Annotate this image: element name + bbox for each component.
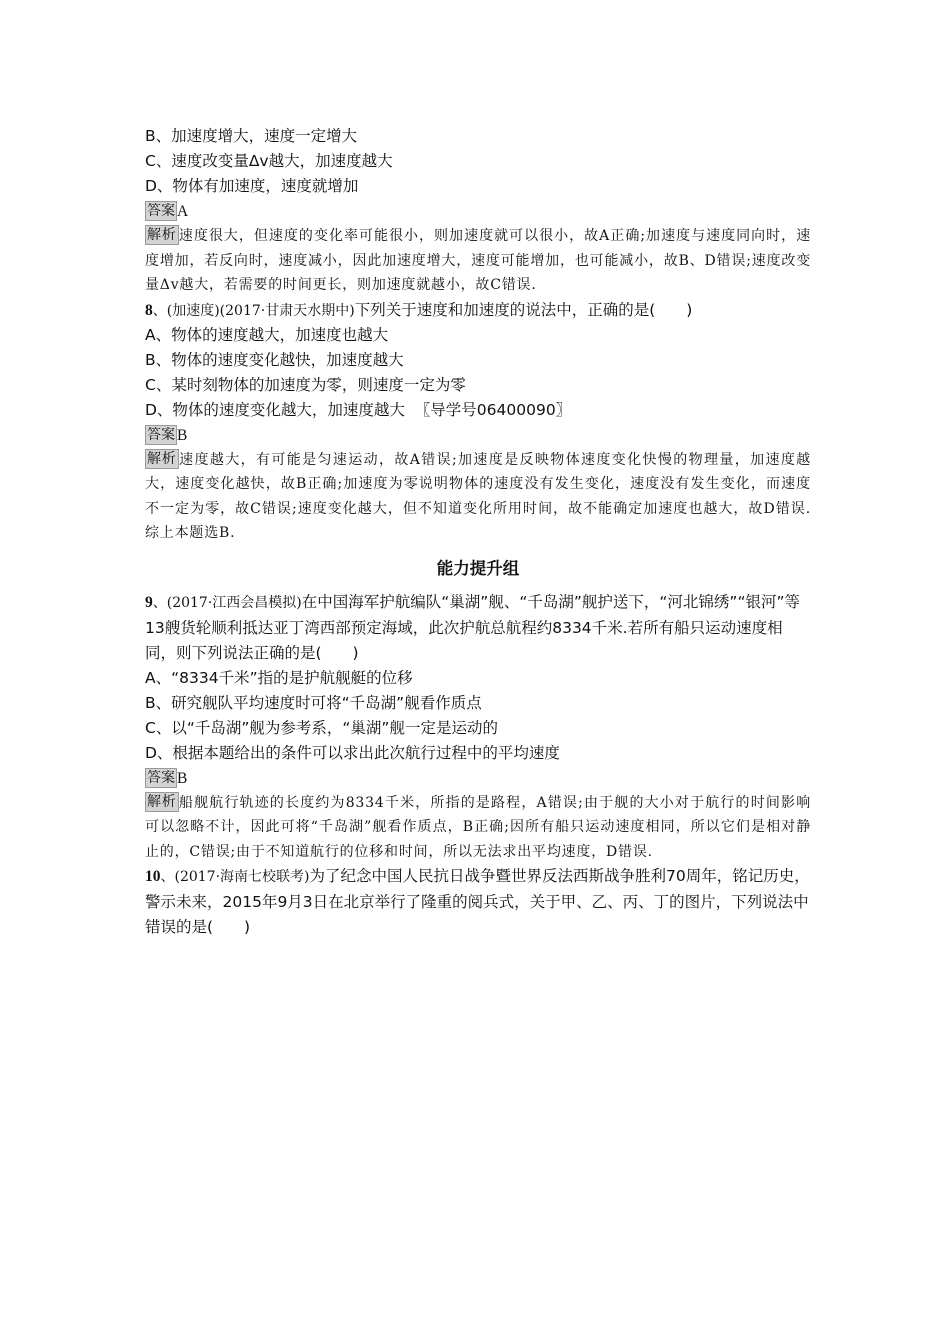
answer-tag: 答案 (147, 769, 175, 786)
q10-stem-text: 为了纪念中国人民抗日战争暨世界反法西斯战争胜利70周年，铭记历史，警示未来，2015年9月3日在北京举行了隆重的阅兵式，关于甲、乙、丙、丁的图片，下列说法中错误的是( ) (145, 867, 810, 936)
analysis-tag: 解析 (147, 227, 177, 243)
q7-answer-value: A (177, 203, 189, 220)
q7-option-c: C、速度改变量Δv越大，加速度越大 (145, 152, 393, 170)
q10-stem (145, 864, 811, 940)
q8-option-d-row (145, 398, 811, 423)
q8-analysis-text: 速度越大，有可能是匀速运动，故A错误;加速度是反映物体速度变化快慢的物理量，加速度越大，速度变化越快，故B正确;加速度为零说明物体的速度没有发生变化，速度没有发生变化，而速度不一定为零，故C错误;速度变化越大，但不知道变化所用时间，故不能确定加速度也越大，故D错误.综上本题选B. (145, 451, 811, 541)
q7-option-b: B、加速度增大，速度一定增大 (145, 127, 358, 145)
q8-source: 、(加速度)(2017·甘肃天水期中) (152, 302, 355, 319)
q9-source: 、(2017·江西会昌模拟) (152, 594, 302, 611)
q8-answer-value: B (177, 426, 188, 444)
answer-tag: 答案 (147, 203, 175, 219)
q8-option-a: A、物体的速度越大，加速度也越大 (145, 325, 389, 344)
q10-number: 10 (145, 868, 161, 885)
q9-option-c: C、以“千岛湖”舰为参考系，“巢湖”舰一定是运动的 (145, 718, 498, 737)
q8-option-d: D、物体的速度变化越大，加速度越大 (145, 400, 405, 419)
q9-answer-value: B (177, 769, 188, 787)
q7-answer-row (145, 199, 811, 224)
q9-stem (145, 590, 811, 666)
q8-reference-number: 〖导学号06400090〗 (414, 400, 572, 419)
q9-option-d: D、根据本题给出的条件可以求出此次航行过程中的平均速度 (145, 743, 560, 762)
q7-analysis-text: 速度很大，但速度的变化率可能很小，则加速度就可以很小，故A正确;加速度与速度同向时，速度增加，若反向时，速度减小，因此加速度增大，速度可能增加，也可能减小，故B、D错误;速度改变量Δv越大，若需要的时间更长，则加速度就越小，故C错误. (145, 228, 811, 293)
q7-analysis (145, 224, 811, 298)
q8-analysis (145, 448, 811, 546)
q9-option-b: B、研究舰队平均速度时可将“千岛湖”舰看作质点 (145, 693, 482, 712)
q9-analysis (145, 791, 811, 865)
q10-source: 、(2017·海南七校联考) (160, 869, 310, 885)
q9-option-a: A、“8334千米”指的是护航舰艇的位移 (145, 668, 413, 687)
analysis-tag: 解析 (147, 450, 177, 467)
q8-answer-row (145, 423, 811, 448)
q7-option-d: D、物体有加速度，速度就增加 (145, 177, 359, 195)
q9-analysis-text: 船舰航行轨迹的长度约为8334千米，所指的是路程，A错误;由于舰的大小对于航行的时间影响可以忽略不计，因此可将“千岛湖”舰看作质点，B正确;因所有船只运动速度相同，所以它们是相对静止的，C错误;由于不知道航行的位移和时间，所以无法求出平均速度，D错误. (145, 794, 811, 860)
page-content (145, 124, 811, 940)
q8-stem-text: 下列关于速度和加速度的说法中，正确的是( ) (354, 300, 693, 319)
section-title: 能力提升组 (436, 558, 520, 578)
answer-tag: 答案 (147, 426, 175, 443)
q8-option-b: B、物体的速度变化越快，加速度越大 (145, 350, 404, 369)
q9-stem-text: 在中国海军护航编队“巢湖”舰、“千岛湖”舰护送下，“河北锦绣”“银河”等13艘货轮顺利抵达亚丁湾西部预定海域，此次护航总航程约8334千米.若所有船只运动速度相同，则下列说法正确的是( ) (145, 592, 801, 662)
q8-stem (145, 298, 811, 323)
q8-number: 8 (145, 301, 153, 319)
q8-option-c: C、某时刻物体的加速度为零，则速度一定为零 (145, 375, 466, 394)
q9-answer-row (145, 766, 811, 791)
q9-number: 9 (145, 593, 153, 611)
analysis-tag: 解析 (147, 793, 177, 810)
